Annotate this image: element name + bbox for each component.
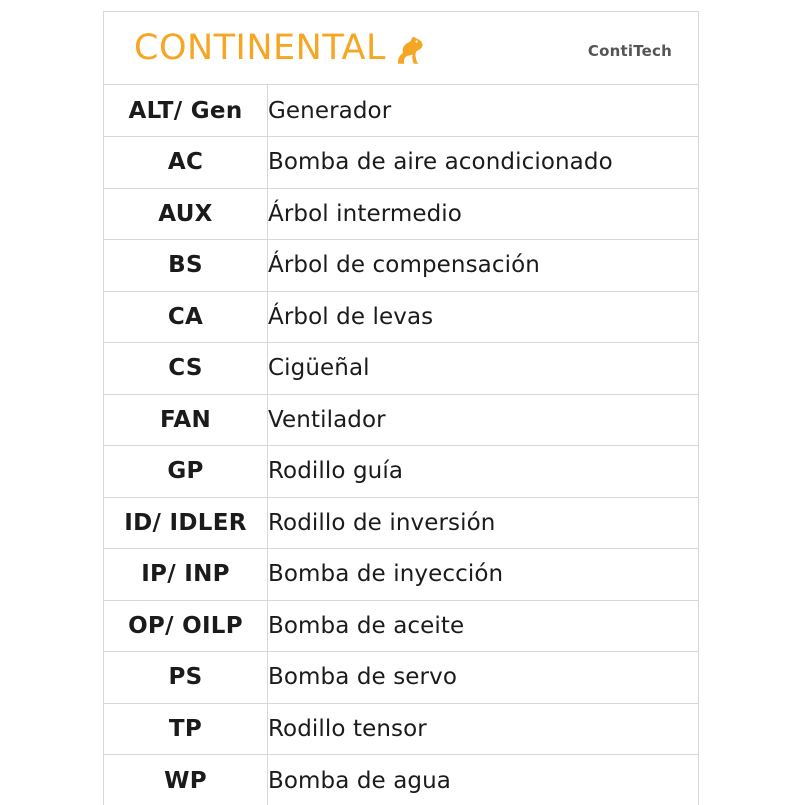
code-cell [104,549,268,601]
code-text: FAN [159,406,212,433]
code-text: PS [168,664,203,691]
description-text: Bomba de aceite [268,612,465,639]
description-cell [268,549,699,601]
description-text: Árbol de levas [268,303,434,330]
code-text: AC [167,149,204,176]
table-row [104,137,698,189]
description-text: Bomba de inyección [268,561,504,588]
description-text: Bomba de aire acondicionado [268,149,613,176]
table-row [104,549,698,601]
code-cell [104,291,268,343]
table-row [104,394,698,446]
description-cell [268,497,699,549]
abbreviation-sheet [103,11,699,805]
code-cell [104,703,268,755]
description-cell [268,137,699,189]
continental-logo [134,29,429,71]
description-text: Ventilador [268,406,386,433]
code-cell [104,188,268,240]
horse-logo-icon [389,31,429,76]
description-text: Árbol de compensación [268,252,540,279]
description-text: Rodillo de inversión [268,509,496,536]
code-text: CA [167,303,204,330]
code-cell [104,394,268,446]
table-row [104,497,698,549]
description-cell [268,446,699,498]
description-cell [268,600,699,652]
code-text: WP [164,767,207,794]
description-text: Rodillo guía [268,458,404,485]
code-text: AUX [158,200,213,227]
code-text: OP/ OILP [128,612,243,639]
description-text: Árbol intermedio [268,200,462,227]
code-cell [104,240,268,292]
code-text: BS [168,252,203,279]
code-cell [104,85,268,137]
description-text: Bomba de servo [268,664,457,691]
description-text: Generador [268,97,392,124]
description-cell [268,240,699,292]
table-row [104,703,698,755]
code-cell [104,446,268,498]
abbreviation-table [104,85,698,805]
description-text: Bomba de agua [268,767,451,794]
code-text: ALT/ Gen [128,97,243,124]
table-row [104,343,698,395]
code-cell [104,652,268,704]
description-cell [268,755,699,805]
table-row [104,291,698,343]
code-cell [104,137,268,189]
brand-wordmark: CONTINENTAL [134,28,386,68]
code-text: TP [168,715,203,742]
table-row [104,188,698,240]
table-row [104,600,698,652]
code-text: ID/ IDLER [124,509,247,536]
description-cell [268,394,699,446]
description-cell [268,85,699,137]
table-row [104,240,698,292]
description-cell [268,703,699,755]
description-cell [268,291,699,343]
table-row [104,652,698,704]
code-cell [104,343,268,395]
code-text: IP/ INP [141,561,230,588]
contitech-subbrand: ContiTech [587,42,672,60]
table-row [104,446,698,498]
description-cell [268,652,699,704]
code-text: GP [167,458,204,485]
code-text: CS [168,355,203,382]
code-cell [104,600,268,652]
table-row [104,85,698,137]
description-text: Cigüeñal [268,355,370,382]
description-cell [268,343,699,395]
code-cell [104,497,268,549]
table-row [104,755,698,805]
description-cell [268,188,699,240]
code-cell [104,755,268,805]
brand-header [104,12,698,85]
description-text: Rodillo tensor [268,715,427,742]
